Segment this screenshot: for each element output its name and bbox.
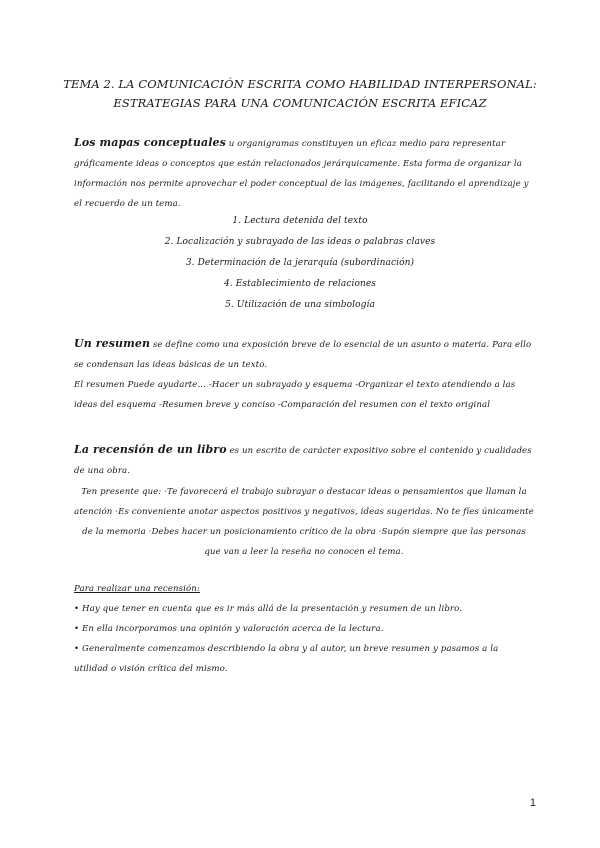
realizar-heading: Para realizar una recensión: [74, 584, 200, 594]
resumen-paragraph [74, 334, 534, 415]
mapas-lead: Los mapas conceptuales [74, 136, 226, 149]
title-line-2: ESTRATEGIAS PARA UNA COMUNICACIÓN ESCRITA EFICAZ [113, 96, 487, 110]
list-item: • Generalmente comenzamos describiendo la obra y al autor, un breve resumen y pasamos a la utilidad o visión crítica del mismo. [74, 644, 499, 674]
realizar-section [74, 579, 534, 679]
recension-paragraph [74, 440, 534, 481]
resumen-text: se define como una exposición breve de lo esencial de un asunto o materia. Para ello se condensan las ideas básicas de un texto. [74, 340, 532, 370]
mapas-paragraph [74, 133, 534, 214]
list-item: • En ella incorporamos una opinión y valoración acerca de la lectura. [74, 624, 384, 634]
resumen-lead: Un resumen [74, 337, 151, 350]
list-item: 4. Establecimiento de relaciones [223, 279, 377, 289]
mapas-text: u organigramas constituyen un eficaz medio para representar gráficamente ideas o conceptos que están relacionados jerárquicamente. Esta forma de organizar la información nos permite aprovechar el poder conceptual de las imágenes, facilitando el aprendizaje y el recuerdo de un tema. [74, 139, 529, 209]
list-item: 5. Utilización de una simbología [225, 300, 375, 310]
mapas-steps-list [120, 211, 480, 316]
list-item: 3. Determinación de la jerarquía (subordinación) [185, 258, 415, 268]
list-item: 1. Lectura detenida del texto [232, 216, 368, 226]
document-title [40, 75, 560, 113]
resumen-help: El resumen Puede ayudarte… -Hacer un subrayado y esquema -Organizar el texto atendiendo a las ideas del esquema -Resumen breve y conciso -Comparación del resumen con el texto original [74, 380, 516, 410]
recension-text: es un escrito de carácter expositivo sobre el contenido y cualidades de una obra. [74, 446, 532, 476]
recension-tips: Ten presente que: ·Te favorecerá el trabajo subrayar o destacar ideas o pensamientos que llaman la atención ·Es conveniente anotar aspectos positivos y negativos, ideas sugeridas. No te fíes únicamente de la memoria ·Debes hacer un posicionamiento crítico de la obra ·Supón siempre que las personas que van a leer la reseña no conocen el tema. [74, 487, 534, 557]
list-item: • Hay que tener en cuenta que es ir más allá de la presentación y resumen de un libro. [74, 604, 463, 614]
recension-lead: La recensión de un libro [74, 443, 227, 456]
title-line-1: TEMA 2. LA COMUNICACIÓN ESCRITA COMO HABILIDAD INTERPERSONAL: [63, 77, 537, 91]
page-number: 1 [529, 797, 536, 809]
list-item: 2. Localización y subrayado de las ideas o palabras claves [164, 237, 436, 247]
